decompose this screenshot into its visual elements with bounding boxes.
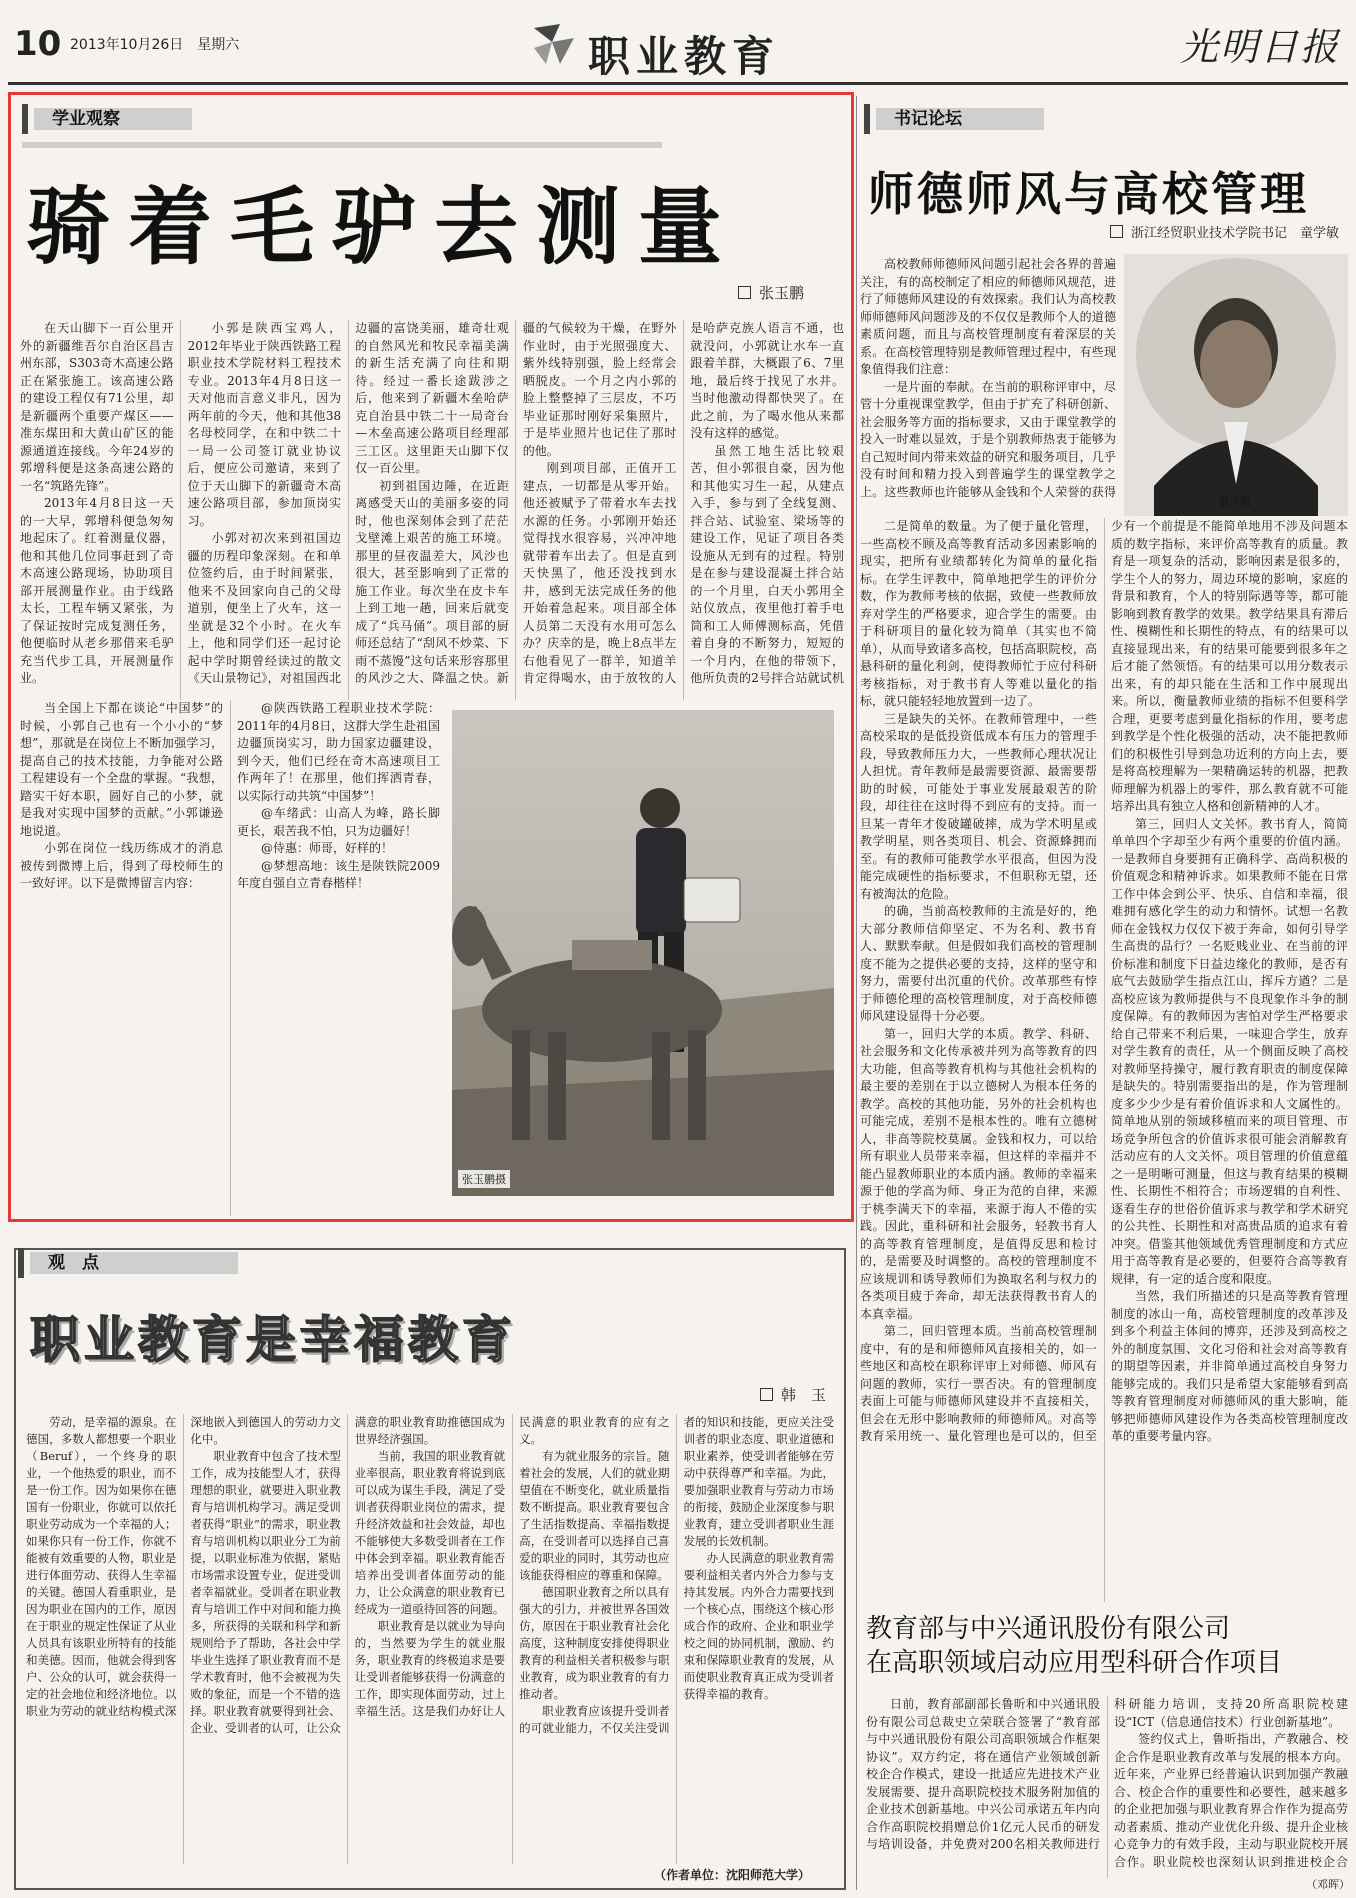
opinion-author: 韩 玉 <box>781 1386 827 1404</box>
news-headline-line1: 教育部与中兴通讯股份有限公司 <box>866 1614 1231 1644</box>
paragraph: 小郭在岗位一线历练成才的消息被传到微博上后，得到了母校师生的一致好评。以下是微博留言内容： <box>20 841 223 890</box>
paragraph: 当全国上下都在谈论“中国梦”的时候，小郭自己也有一个小小的“梦想”，那就是在岗位上不断加强学习，提高自己的技术技能，力争能对公路工程建设有一个全盘的掌握。“我想，踏实干好本职，圆好自己的小梦，就是我对实现中国梦的贡献。”小郭谦逊地说道。 <box>20 701 223 838</box>
paragraph: 德国职业教育之所以具有强大的引力，并被世界各国效仿，原因在于职业教育社会化高度，这种制度安排使得职业教育的利益相关者积极参与职业教育，成为职业教育的有力推动者。 <box>519 1585 670 1701</box>
paragraph: @侍惠：师哥，好样的！ <box>261 841 394 855</box>
paragraph: 第三，回归人文关怀。教书育人，简简单单四个字却至少有两个重要的价值内涵。一是教师自身要拥有正确科学、高尚积极的价值观念和精神诉求。如果教师不能在日常工作中体会到公平、快乐、自信和幸福，很难拥有感化学生的动力和情怀。试想一名教师在金钱权力仅仅下被于奔命，如何引导学生高贵的品行？一名贬贱业业、在当前的评价标准和制度下日益边缘化的教师，是否有底气去鼓励学生指点江山，挥斥方遒？二是高校应该为教师提供与不良现象作斗争的制度保障。有的教师因为害怕对学生严格要求给自己带来不利后果，一味迎合学生，放弃对学生教育的责任，从一个侧面反映了高校对教师坚持操守，履行教育职责的制度保障是缺失的。特别需要指出的是，作为管理制度多少少少是有着价值诉求和人文属性的。简单地从别的领域移植而来的项目管理、市场竞争所包含的价值诉求很可能会消解教育活动应有的人文关怀。项目管理的价值意蕴之一是明晰可测量，但这与教育结果的模糊性、长期性不相符合；市场逻辑的自利性、逐看生存的世俗价值诉求与教学和学术研究的公共性、长期性和对高贵品质的追求有着冲突。借鉴其他领域优秀管理制度和方式应用于高等教育是必要的，但要符合高等教育规律，有一定的适合度和限度。 <box>1111 816 1348 1286</box>
paragraph: 初到祖国边陲，在近距离感受天山的美丽多姿的同时，他也深刻体会到了茫茫戈壁滩上艰苦的施工环境。那里的昼夜温差大，风沙也很大，甚至影响到了正常的施工作业。每次坐在皮卡车上到工地一趟，回来后就变成了“兵马俑”。项目部的厨师还总结了“刮风不炒菜、下雨不蒸馒”这句话来形容那里的风沙之大、降温之快。新疆的气候较为干燥，在野外作业时，由于光照强度大、紫外线特别强，脸上经常会晒脱皮。一个月之内小郭的脸上整整掉了三层皮，不巧毕业证那时刚好采集照片，于是毕业照片也记住了那时的他。 <box>355 321 677 685</box>
sidebar-tag <box>864 104 1044 134</box>
sidebar-body-top <box>860 256 1116 514</box>
paragraph: 劳动，是幸福的源泉。在德国，多数人都想要一个职业（Beruf），一个终身的职业，一个他热爱的职业，而不是一份工作。因为如果你在德国有一份职业，你就可以依托职业劳动成为一个幸福的人；如果你只有一份工作，你就不能被有效重要的人物，职业是进行体面劳动、获得人生幸福的关键。德国人看重职业，是因为职业在国内的工作，原因在于职业的规定性保证了从业人员具有该职业所特有的技能和美德。因而，他就会得到客户、公众的认可，就会获得一定的社会地位和经济地位。以职业为劳动的就业结构模式深深地嵌入到德国人的劳动力文化中。 <box>26 1415 341 1718</box>
section-title: 职业教育 <box>588 32 781 81</box>
paragraph: 高校教师师德师风问题引起社会各界的普遍关注，有的高校制定了相应的师德师风规范，进行了师德师风建设的有效探索。我们认为高校教师师德师风问题涉及的不仅仅是教师个人的道德素质问题，而且与高校管理制度有着深层的关系。在高校管理特别是教师管理过程中，有些现象值得我们注意： <box>860 257 1116 376</box>
paragraph: 第二，回归管理本质。当前高校管理制度中，有的是和师德师风直接相关的，如一些地区和高校在职称评审上对师德、师风有问题的教师，实行一票否决。有的管理制度表面上可能与师德师风建设并不直接相关，但会在无形中影响教师的师德师风。对高等教育采用统一、量化管理也是可以的，但至少有一个前提是不能简单地用不涉及问题本质的数字指标，来评价高等教育的质量。教育是一项复杂的活动，影响因素是很多的，学生个人的努力，周边环境的影响，家庭的背景和教育，个人的特别际遇等等，都可能影响到教育教学的效果。教学结果具有滞后性、模糊性和长期性的特点，有的结果可以直接显现出来，有的结果可能要到很多年之后才能了然领悟。有的结果可以用分数表示出来，有的却只能在生活和工作中展现出来。所以，衡量教师业绩的指标不但要科学合理，更要考虑到量化指标的作用，要考虑到教学是个性化极强的活动，决不能把教师们的积极性引导到急功近利的方向上去，要是将高校理解为一架精确运转的机器，把教师理解为机器上的零件，那么教育就不可能培养出具有独立人格和创新精神的人才。 <box>860 519 1348 1443</box>
feature-byline <box>738 282 804 303</box>
sidebar-body-bottom <box>860 518 1348 1602</box>
page-number: 10 <box>14 24 62 64</box>
paragraph: 刚到项目部，正值开工建点，一切都是从零开始。他还被赋予了带着水车去找水源的任务。小郭刚开始还觉得找水很容易，兴冲冲地就带着车出去了。但是直到天快黑了，他还没找到水井，感到无法完成任务的他开始着急起来。项目部全体人员第二天没有水用可怎么办？庆幸的是，晚上8点半左右他看见了一群羊，知道羊肯定得喝水，由于放牧的人是哈萨克族人语言不通，也就没问，小郭就让水车一直跟着羊群，大概跟了6、7里地，最后终于找见了水井。当时他激动得都快哭了。在此之前，为了喝水他从来都没有这样的感觉。 <box>522 321 844 685</box>
sidebar-portrait <box>1124 254 1348 516</box>
man-on-donkey-photo <box>452 710 834 1196</box>
feature-body-bottom <box>20 700 440 1216</box>
opinion-byline <box>760 1384 826 1405</box>
paragraph: 职业教育是以就业为导向的，当然要为学生的就业服务，职业教育的终极追求是要让受训者能够获得一份满意的工作，即实现体面劳动，过上幸福生活。这是我们办好让人民满意的职业教育的应有之义。 <box>354 1415 670 1718</box>
sidebar-tag-label: 书记论坛 <box>894 109 962 129</box>
paragraph: 职业教育应该提升受训者的可就业能力，不仅关注受训者的知识和技能，更应关注受训者的职业态度、职业道德和职业素养，使受训者能够在劳动中获得尊严和幸福。为此，要加强职业教育与劳动力市场的衔接，鼓励企业深度参与职业教育，建立受训者职业生涯发展的长效机制。 <box>519 1415 834 1735</box>
paragraph: 日前，教育部副部长鲁昕和中兴通讯股份有限公司总裁史立荣联合签署了“教育部与中兴通讯股份有限公司高职领域合作框架协议”。双方约定，将在通信产业领域创新校企合作模式，建设一批适应先进技术产业发展需要、提升高职院校技术服务附加值的企业技术创新基地。中兴公司承诺五年内向合作高职院校捐赠总价1亿元人民币的研发与培训设备，并免费对200名相关教师进行科研能力培训，支持20所高职院校建设“ICT（信息通信技术）行业创新基地”。 <box>866 1697 1348 1851</box>
portrait-caption: 童学敏 <box>1218 495 1251 508</box>
paragraph: 签约仪式上，鲁昕指出，产教融合、校企合作是职业教育改革与发展的根本方向。近年来，产业界已经普遍认识到加强产教融合、校企合作的重要性和必要性，越来越多的企业把加强与职业教育界合作作为提高劳动者素质、推动产业优化升级、提升企业核心竞争力的有效手段，主动与职业院校开展合作。职业院校也深刻认识到推进校企合 <box>1114 1732 1348 1869</box>
paragraph: 二是简单的数量。为了便于量化管理，一些高校不顾及高等教育活动多因素影响的现实，把所有业绩都转化为简单的量化指标。在学生评教中，简单地把学生的评价分数，作为教师考核的依据，致使一些教师放弃对学生的严格要求，迎合学生的需要。由于科研项目的量化较为简单（其实也不简单），从而导致诸多高校，包括高职院校，高悬科研的量化利剑，使得教师忙于应付科研考核指标，对于教书育人等难以量化的指标，就只能轻轻地放置到一边了。 <box>860 519 1097 708</box>
sidebar-headline: 师德师风与高校管理 <box>868 167 1309 221</box>
opinion-body <box>26 1414 834 1864</box>
feature-photo <box>452 710 834 1196</box>
paragraph: 2013年4月8日这一天的一大早，郭增科便急匆匆地起床了。红着测量仪器，他和其他几位同事赶到了奇木高速公路现场，协助项目部开展测量作业。由于线路太长，工程车辆又紧张，为了保证按时完成复测任务，他便临时从老乡那借来毛驴充当代步工具，开展测量作业。 <box>20 496 174 685</box>
opinion-affiliation: （作者单位：沈阳师范大学） <box>654 1868 811 1882</box>
opinion-headline: 职业教育是幸福教育 <box>30 1311 516 1369</box>
section-logo-icon <box>530 20 578 68</box>
section-header <box>530 14 830 81</box>
news-headline <box>866 1612 1282 1680</box>
paragraph: 的确，当前高校教师的主流是好的，绝大部分教师信仰坚定、不为名利、教书育人、默默奉献。但是假如我们高校的管理制度不能为之提供必要的支持，这样的坚守和努力，需要付出沉重的代价。改革那些有悖于师德伦理的高校管理制度，对于高校师德师风建设显得十分必要。 <box>860 904 1097 1023</box>
feature-tag <box>22 104 192 134</box>
paragraph: 一是片面的奉献。在当前的职称评审中，尽管十分重视课堂教学，但由于扩充了科研创新、社会服务等方面的指标要求，又由于课堂教学的投入一时难以显效，于是个别教师热衷于能够为自己短时间内带来效益的研究和服务项目，几乎没有时间和精力投入到普遍学生的课堂教学之上。这些教师也许能够从金钱和个人荣誉的获得 <box>860 379 1116 499</box>
paragraph: 三是缺失的关怀。在教师管理中，一些高校采取的是低投资低成本有压力的管理手段，导致教师压力大，一些教师心理状况让人担忧。青年教师是最需要资源、最需要帮助的时候，可能处于事业发展最艰苦的阶段，却往往在这时得不到应有的支持。而一旦某一青年才俊破罐破摔，成为学术明星或教学明星，则各类项目、机会、资源蜂拥而至。有的教师可能教学水平很高，但因为没能完成硬性的指标要求，不但职称无望，还有被淘汰的危险。 <box>860 711 1097 901</box>
byline-square-icon <box>738 286 751 299</box>
feature-tag-label: 学业观察 <box>52 109 120 129</box>
paragraph: 有为就业服务的宗旨。随着社会的发展，人们的就业期望值在不断变化，就业质量指数不断提高。职业教育要包含了生活指数提高、幸福指数提高，在受训者可以选择自己喜爱的职业的同时，其劳动也应该能获得相应的尊重和保障。 <box>519 1449 670 1582</box>
portrait-photo <box>1124 254 1348 516</box>
opinion-tag-label: 观 点 <box>48 1253 99 1273</box>
news-headline-line2: 在高职领域启动应用型科研合作项目 <box>866 1648 1283 1678</box>
newspaper-brand: 光明日报 <box>1180 25 1341 69</box>
paragraph: @梦想高地：该生是陕铁院2009年度自强自立青春楷样！ <box>237 858 440 890</box>
issue-date: 2013年10月26日 星期六 <box>70 37 240 53</box>
sidebar-author: 浙江经贸职业技术学院书记 童学敏 <box>1131 226 1340 241</box>
opinion-tag <box>18 1248 238 1278</box>
byline-square-icon <box>1110 225 1123 238</box>
paragraph: 小郭是陕西宝鸡人，2012年毕业于陕西铁路工程职业技术学院材料工程技术专业。2013年4月8日这一天对他而言意义非凡，因为两年前的今天，他和其他38名母校同学，在和中铁二十一局一公司签订就业协议后，便应公司邀请，来到了位于天山脚下的新疆奇木高速公路项目部，参加顶岗实习。 <box>187 321 342 528</box>
paragraph: 第一，回归大学的本质。教学、科研、社会服务和文化传承被并列为高等教育的四大功能，但高等教育机构与其他社会机构的最主要的差别在于以立德树人为根本任务的教学。高校的其他功能，另外的社会机构也可能完成，差别不是根本性的。唯有立德树人，非高等院校莫属。金钱和权力，可以给所有职业人员带来幸福，但这样的幸福并不能凸显教师职业的本质内涵。教师的幸福来源于他的学高为师、身正为范的自律，来源于桃李满天下的幸福，来源于海人不倦的实践。因此，重科研和社会服务，轻教书育人的高等教育管理制度，是值得反思和检讨的，是需要及时调整的。高校的管理制度不应该规训和诱导教师们为换取名利与权力的各类项目疲于奔命，却无法获得教书育人的本真幸福。 <box>860 1026 1097 1321</box>
paragraph: 职业教育中包含了技术型工作，成为技能型人才，获得理想的职业，就要进入职业教育与培训机构学习。满足受训者获得“职业”的需求，职业教育与培训机构以职业分工为前提，以职业标准为依据，紧贴市场需求设置专业，促进受训者幸福就业。受训者在职业教育与培训工作中对间和能力换多，所获得的关联和科学和新规则给予了帮助，各社会中学毕业生选择了职业教育而不是学术教育时，他不会被视为失败的象征，而是一个不错的选择。职业教育就要得到社会、企业、受训者的认可，让公众满意的职业教育助推德国成为世界经济强国。 <box>190 1415 506 1735</box>
masthead <box>0 0 1356 84</box>
byline-square-icon <box>760 1388 773 1401</box>
feature-body-top <box>20 320 844 700</box>
feature-tag-underline <box>22 142 662 148</box>
feature-headline: 骑着毛驴去测量 <box>26 177 741 276</box>
paragraph: 办人民满意的职业教育需要利益相关者内外合力参与支持其发展。内外合力需要找到一个核心点，围绕这个核心形成合作的政府、企业和职业学校之间的协同机制，激励、约束和保障职业教育的发展，从而使职业教育真正成为受训者获得幸福的教育。 <box>683 1551 834 1701</box>
paragraph: @车绪武：山高人为峰，路长脚更长，艰苦我不怕，只为边疆好！ <box>237 806 440 838</box>
paragraph: @陕西铁路工程职业技术学院：2011年的4月8日，这群大学生赴祖国边疆顶岗实习，助力国家边疆建设，到今天，他们已经在奇木高速项目工作两年了！在那里，他们挥洒青春，以实际行动共筑“中国梦”！ <box>237 701 440 803</box>
sidebar-byline <box>1110 222 1339 241</box>
news-body <box>866 1696 1348 1878</box>
feature-photo-caption: 张玉鹏摄 <box>458 1170 510 1188</box>
news-reporter: （邓晖） <box>1306 1878 1350 1891</box>
paragraph: 当然，我们所描述的只是高等教育管理制度的冰山一角，高校管理制度的改革涉及到多个利益主体间的博弈，还涉及到高校之外的制度氛围、文化习俗和社会对高等教育的期望等因素，并非简单通过高校自身努力能够完成的。我们只是希望大家能够看到高等教育管理制度对师德师风的重大影响，能够把师德师风建设作为各类高校管理制度改革的重要考量内容。 <box>1111 1289 1348 1443</box>
feature-author: 张玉鹏 <box>759 284 805 302</box>
paragraph: 虽然工地生活比较艰苦，但小郭很自豪，因为他和其他实习生一起，从建点入手，参与到了全线复测、拌合站、试验室、梁场等的建设工作，见证了项目各类设施从无到有的过程。特别是在参与建设混凝土拌合站的一个月里，白天小郭用全站仪放点，夜里他打着手电筒和工人师傅测标高，凭借着自身的不断努力，短短的一个月内，在他的带领下，他所负责的2号拌合站就试机 <box>690 443 844 685</box>
masthead-rule <box>8 82 1348 85</box>
column-divider <box>856 96 857 1890</box>
paragraph: 在天山脚下一百公里开外的新疆维吾尔自治区昌吉州东部，S303奇木高速公路正在紧张施工。该高速公路的建设工程仅有71公里，却是新疆两个重要产煤区——准东煤田和大黄山矿区的能源通道连接线。今年24岁的郭增科便是这条高速公路的一名“筑路先锋”。 <box>20 321 174 493</box>
paragraph: 当前，我国的职业教育就业率很高，职业教育将说到底可以成为谋生手段，满足了受训者获得职业岗位的需求，提升经济效益和社会效益，却也不能够使大多数受训者在工作中体会到幸福。职业教育能否培养出受训者体面劳动的能力，让公众满意的职业教育已经成为一道亟待回答的问题。 <box>354 1449 506 1616</box>
paragraph: 小郭对初次来到祖国边疆的历程印象深刻。在和单位签约后，由于时间紧张，他来不及回家向自己的父母道别，便坐上了火车，这一坐就是32个小时。在火车上，他和同学们还一起讨论起中学时期曾经读过的散文《天山景物记》，对祖国西北边疆的富饶美丽，雄奇壮观的自然风光和牧民幸福美满的新生活充满了向往和期待。经过一番长途跋涉之后，他来到了新疆木垒哈萨克自治县中铁二十一局奇台—木垒高速公路项目经理部三工区。这里距天山脚下仅仅一百公里。 <box>187 321 509 685</box>
